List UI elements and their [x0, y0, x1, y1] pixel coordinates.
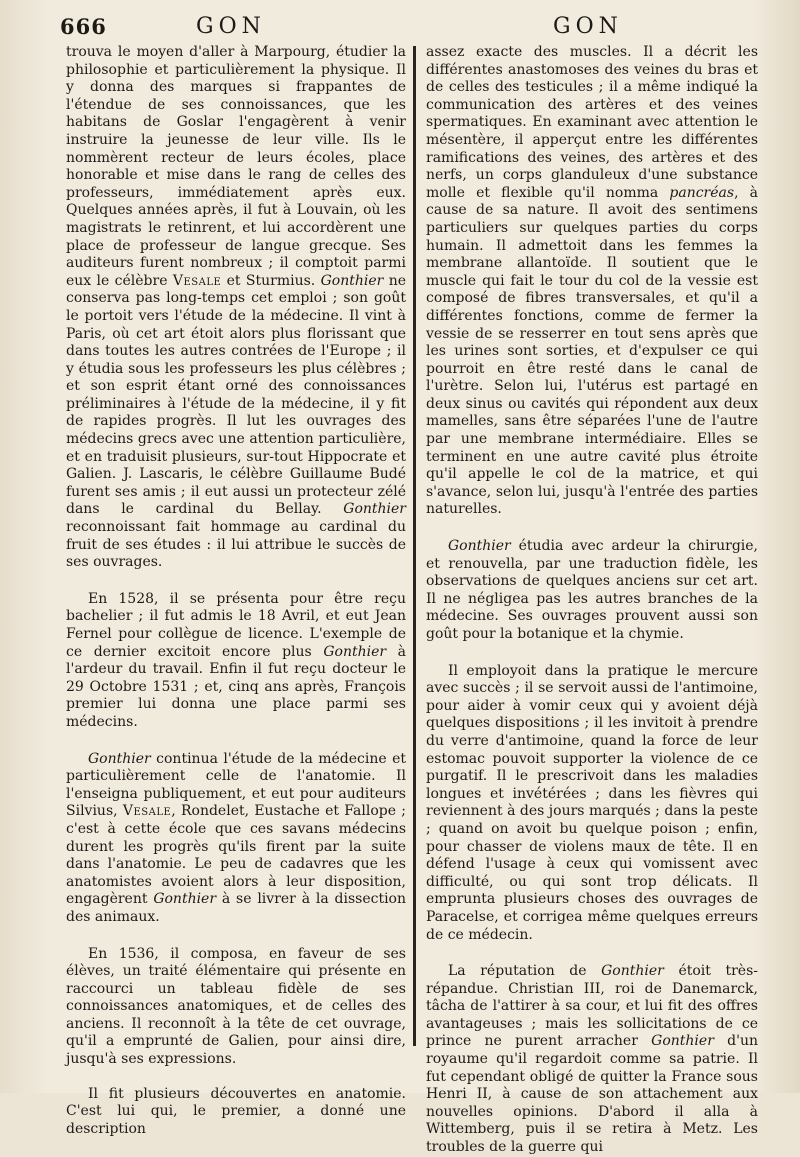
running-head-left: GON [196, 14, 266, 39]
person-name: Vesale [122, 803, 172, 820]
text-run: d'un royaume qu'il regardoit comme sa patrie. Il fut cependant obligé de quitter la France sous Henri II, à cause de son attachement aux nouvelles opinions. D'abord il alla à Wittemberg, puis il se retira à Metz. Les troubles de la guerre qui [426, 1033, 759, 1156]
paragraph-gap [426, 519, 758, 538]
person-name: Gonthier [323, 643, 387, 660]
left-column [66, 44, 406, 1138]
paragraph-gap [66, 1069, 406, 1086]
text-run: à se livrer à la dissection des animaux. [66, 891, 406, 925]
text-run: En 1528, il se présenta pour être reçu bachelier ; il fut admis le 18 Avril, et eut Jean Fernel pour collègue de licence. L'exemple de ce dernier excitoit encore plus [66, 590, 406, 660]
person-name: Gonthier [448, 538, 511, 555]
text-run: étoit très-répandue. Christian III, roi de Danemarck, tâcha de l'attirer à sa cour, et lui fit des offres avantageuses ; mais les sollicitations de ce prince ne purent arracher [426, 963, 758, 1050]
text-run: , Rondelet, Eustache et Fallope ; c'est à cette école que ces savans médecins durent les progrès qu'ils firent par la suite dans l'anatomie. Le peu de cadavres que les anatomistes avoient alors à leur disposition, engagèrent [66, 803, 406, 908]
paragraph [426, 44, 758, 519]
paragraph-gap [66, 927, 406, 946]
text-run: étudia avec ardeur la chirurgie, et renouvella, par une traduction fidèle, les observations de quelques anciens sur cet art. Il ne négligea pas les autres branches de la médecine. Ses ouvrages prouvent aussi son goût pour la botanique et la chymie. [426, 538, 758, 642]
paragraph-gap [66, 572, 406, 591]
text-run: , à cause de sa nature. Il avoit des sentimens particuliers sur quelques parties du corps humain. Il admettoit dans les femmes la membrane allantoïde. Il soutient que le muscle qui fait le tour du col de la vessie est composé de fibres transversales, et qu'il a différentes fonctions, comme de fermer la vessie de se resserrer en tout sens après que les urines sont sorties, et d'expulser ce qui pourroit en être resté dans le canal de l'urètre. Selon lui, l'utérus est partagé en deux sinus ou cavités qui répondent aux deux mamelles, sans être séparées l'une de l'autre par une membrane intermédiaire. Elles se terminent en une autre cavité plus étroite qu'il appelle le col de la matrice, et qui s'avance, selon lui, jusqu'à l'entrée des parties naturelles. [426, 184, 759, 518]
paragraph: Il employoit dans la pratique le mercure avec succès ; il se servoit aussi de l'antimoine, pour aider à vomir ceux qui y avoient déjà quelques dispositions ; il les invitoit à prendre du verre d'antimoine, quand la force de leur estomac pouvoit supporter la violence de ce purgatif. Il le prescrivoit dans les maladies longues et invétérées ; dans les fièvres qui reviennent à des jours marqués ; dans la peste ; quand on avoit bu quelque poison ; enfin, pour chasser de violens maux de tête. Il en défend l'usage à ceux qui vomissent avec difficulté, ou qui sont trop délicats. Il emprunta plusieurs choses des ouvrages de Paracelse, et corrigea même quelques erreurs de ce médecin. [426, 662, 758, 943]
paragraph-gap [66, 732, 406, 751]
page-header [0, 8, 800, 42]
paragraph [66, 44, 406, 572]
person-name: Gonthier [601, 963, 664, 980]
paragraph [66, 591, 406, 732]
paragraph-gap [426, 644, 758, 663]
text-run: ne conserva pas long-temps cet emploi ; son goût le portoit vers l'étude de la médecine. Il vint à Paris, où cet art étoit alors plus florissant que dans toutes les autres contrées de l'Europe ; il y étudia sous les professeurs les plus célèbres ; et son esprit étant orné des connoissances préliminaires à l'étude de la médecine, il y fit de rapides progrès. Il lut les ouvrages des médecins grecs avec une attention particulière, et en traduisit plusieurs, sur-tout Hippocrate et Galien. J. Lascaris, le célèbre Guillaume Budé furent ses amis ; il eut aussi un protecteur zélé dans le cardinal du Bellay. [66, 272, 406, 518]
person-name: Vesale [172, 272, 222, 289]
person-name: Gonthier [343, 501, 406, 518]
person-name: Gonthier [320, 272, 384, 289]
term: pancréas [669, 184, 735, 201]
paragraph: En 1536, il composa, en faveur de ses élèves, un traité élémentaire qui présente en raccourci un tableau fidèle de ses connoissances anatomiques, et de celles des anciens. Il reconnoît à la tête de cet ouvrage, qu'il a emprunté de Galien, pour ainsi dire, jusqu'à ses expressions. [66, 945, 406, 1068]
person-name: Gonthier [153, 891, 217, 908]
person-name: Gonthier [651, 1033, 714, 1050]
right-column [426, 44, 758, 1157]
text-run: à l'ardeur du travail. Enfin il fut reçu docteur le 29 Octobre 1531 ; et, cinq ans après, François premier lui donna une place parmi ses médecins. [66, 643, 406, 730]
text-run: reconnoissant fait hommage au cardinal du fruit de ses études : il lui attribue le succès de ses ouvrages. [66, 519, 406, 571]
text-run: La réputation de [448, 963, 602, 980]
paragraph [66, 751, 406, 927]
text-run: assez exacte des muscles. Il a décrit les différentes anastomoses des veines du bras et de celles des testicules ; il a même indiqué la communication des artères et des veines spermatiques. En examinant avec attention le mésentère, il apperçut entre les différentes ramifications des veines, des artères et des nerfs, un corps glanduleux d'une substance molle et flexible qu'il nomma [426, 44, 758, 201]
paragraph-gap [426, 944, 758, 963]
person-name: Gonthier [88, 750, 151, 767]
text-run: trouva le moyen d'aller à Marpourg, étudier la philosophie et particulièrement la physique. Il y donna des marques si frappantes de l'étendue de ses connoissances, que les habitans de Goslar l'engagèrent à venir instruire la jeunesse de leur ville. Ils le nommèrent recteur de leurs écoles, place honorable et mise dans le rang de celles des professeurs, immédiatement après eux. Quelques années après, il fut à Louvain, où les magistrats le retinrent, et lui accordèrent une place de professeur de langue grecque. Ses auditeurs furent nombreux ; il comptoit parmi eux le célèbre [66, 44, 406, 289]
paragraph [426, 963, 758, 1157]
running-head-right: GON [553, 14, 623, 39]
text-run: continua l'étude de la médecine et particulièrement celle de l'anatomie. Il l'enseigna publiquement, et eut pour auditeurs Silvius, [66, 750, 406, 820]
text-run: et Sturmius. [221, 272, 321, 289]
paragraph: Il fit plusieurs découvertes en anatomie. C'est lui qui, le premier, a donné une description [66, 1085, 406, 1137]
column-divider [413, 46, 416, 1046]
paragraph [426, 538, 758, 644]
page-number: 666 [60, 14, 107, 39]
